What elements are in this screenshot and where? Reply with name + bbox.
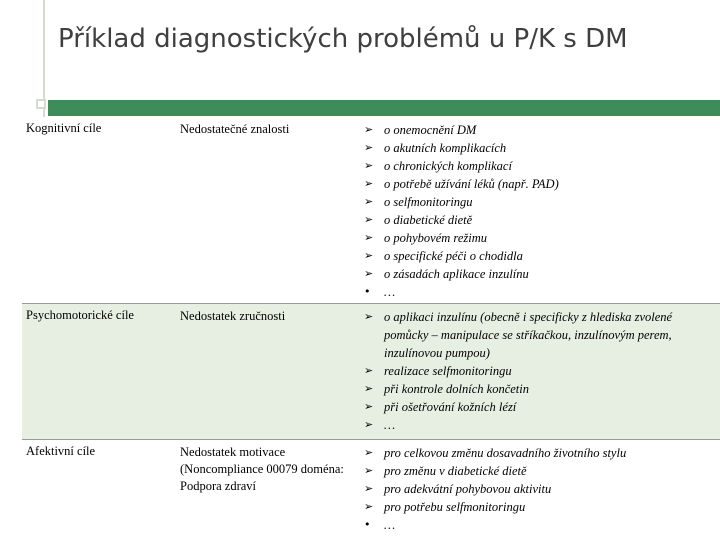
list-item: [362, 283, 714, 301]
arrow-bullet-icon: ➢: [364, 418, 374, 431]
list-item: [362, 480, 714, 498]
list-item: [362, 229, 714, 247]
problem-cell: [176, 440, 358, 540]
items-cell: [358, 440, 720, 540]
arrow-bullet-icon: ➢: [364, 231, 374, 244]
table-row-affective: [22, 440, 720, 540]
list-item-text: při ošetřování kožních lézí: [384, 400, 517, 414]
list-item-text: o zásadách aplikace inzulínu: [384, 267, 529, 281]
list-item: [362, 211, 714, 229]
dot-bullet-icon: •: [364, 285, 371, 298]
list-item-text: …: [384, 285, 396, 299]
goal-cell: Afektivní cíle: [22, 440, 176, 540]
arrow-bullet-icon: ➢: [364, 464, 374, 477]
goal-cell: Psychomotorické cíle: [22, 304, 176, 440]
list-item: [362, 498, 714, 516]
arrow-bullet-icon: ➢: [364, 159, 374, 172]
problem-label: Nedostatek motivace: [180, 445, 286, 459]
list-item: [362, 380, 714, 398]
list-item-text: o diabetické dietě: [384, 213, 473, 227]
arrow-bullet-icon: ➢: [364, 500, 374, 513]
arrow-bullet-icon: ➢: [364, 123, 374, 136]
list-item-text: při kontrole dolních končetin: [384, 382, 529, 396]
list-item: [362, 308, 714, 362]
arrow-bullet-icon: ➢: [364, 382, 374, 395]
list-item: [362, 416, 714, 434]
arrow-bullet-icon: ➢: [364, 310, 374, 323]
problem-cell: [176, 117, 358, 304]
list-item-text: o potřebě užívání léků (např. PAD): [384, 177, 559, 191]
list-item: [362, 265, 714, 283]
items-cell: [358, 117, 720, 304]
items-cell: [358, 304, 720, 440]
arrow-bullet-icon: ➢: [364, 482, 374, 495]
dot-bullet-icon: •: [364, 518, 371, 531]
list-item: [362, 193, 714, 211]
list-item: [362, 247, 714, 265]
slide-title: Příklad diagnostických problémů u P/K s DM: [58, 24, 628, 54]
list-item: [362, 139, 714, 157]
list-item-text: …: [384, 418, 396, 432]
list-item-text: o pohybovém režimu: [384, 231, 487, 245]
list-item: [362, 121, 714, 139]
table-row-cognitive: [22, 117, 720, 304]
problem-item-list: [362, 308, 714, 434]
list-item: [362, 516, 714, 534]
problem-item-list: [362, 444, 714, 534]
arrow-bullet-icon: ➢: [364, 400, 374, 413]
table-row-psychomotor: [22, 304, 720, 440]
list-item: [362, 398, 714, 416]
list-item-text: o akutních komplikacích: [384, 141, 507, 155]
goal-cell: Kognitivní cíle: [22, 117, 176, 304]
list-item: [362, 175, 714, 193]
decorative-green-bar: [48, 100, 720, 116]
list-item: [362, 444, 714, 462]
diagnostic-problems-table: [22, 117, 720, 540]
list-item-text: pro adekvátní pohybovou aktivitu: [384, 482, 552, 496]
arrow-bullet-icon: ➢: [364, 141, 374, 154]
list-item: [362, 157, 714, 175]
list-item: [362, 362, 714, 380]
problem-item-list: [362, 121, 714, 301]
list-item-text: o specifické péči o chodidla: [384, 249, 523, 263]
list-item-text: realizace selfmonitoringu: [384, 364, 512, 378]
arrow-bullet-icon: ➢: [364, 364, 374, 377]
list-item-text: o selfmonitoringu: [384, 195, 473, 209]
problem-cell: [176, 304, 358, 440]
arrow-bullet-icon: ➢: [364, 213, 374, 226]
list-item-text: o chronických komplikací: [384, 159, 512, 173]
list-item-text: o aplikaci inzulínu (obecně i specificky z hlediska zvolené pomůcky – manipulace se stříkačkou, inzulínovým perem, inzulínovou pumpou): [384, 310, 673, 360]
list-item-text: pro potřebu selfmonitoringu: [384, 500, 526, 514]
list-item-text: pro celkovou změnu dosavadního životního stylu: [384, 446, 627, 460]
list-item-text: …: [384, 518, 396, 532]
problem-label: Nedostatek zručnosti: [180, 309, 286, 323]
arrow-bullet-icon: ➢: [364, 267, 374, 280]
problem-note: (Noncompliance 00079 doména: Podpora zdraví: [180, 462, 344, 493]
decorative-square: [36, 99, 46, 109]
problem-label: Nedostatečné znalosti: [180, 122, 290, 136]
arrow-bullet-icon: ➢: [364, 195, 374, 208]
arrow-bullet-icon: ➢: [364, 446, 374, 459]
list-item-text: o onemocnění DM: [384, 123, 477, 137]
arrow-bullet-icon: ➢: [364, 177, 374, 190]
list-item-text: pro změnu v diabetické dietě: [384, 464, 527, 478]
list-item: [362, 462, 714, 480]
arrow-bullet-icon: ➢: [364, 249, 374, 262]
